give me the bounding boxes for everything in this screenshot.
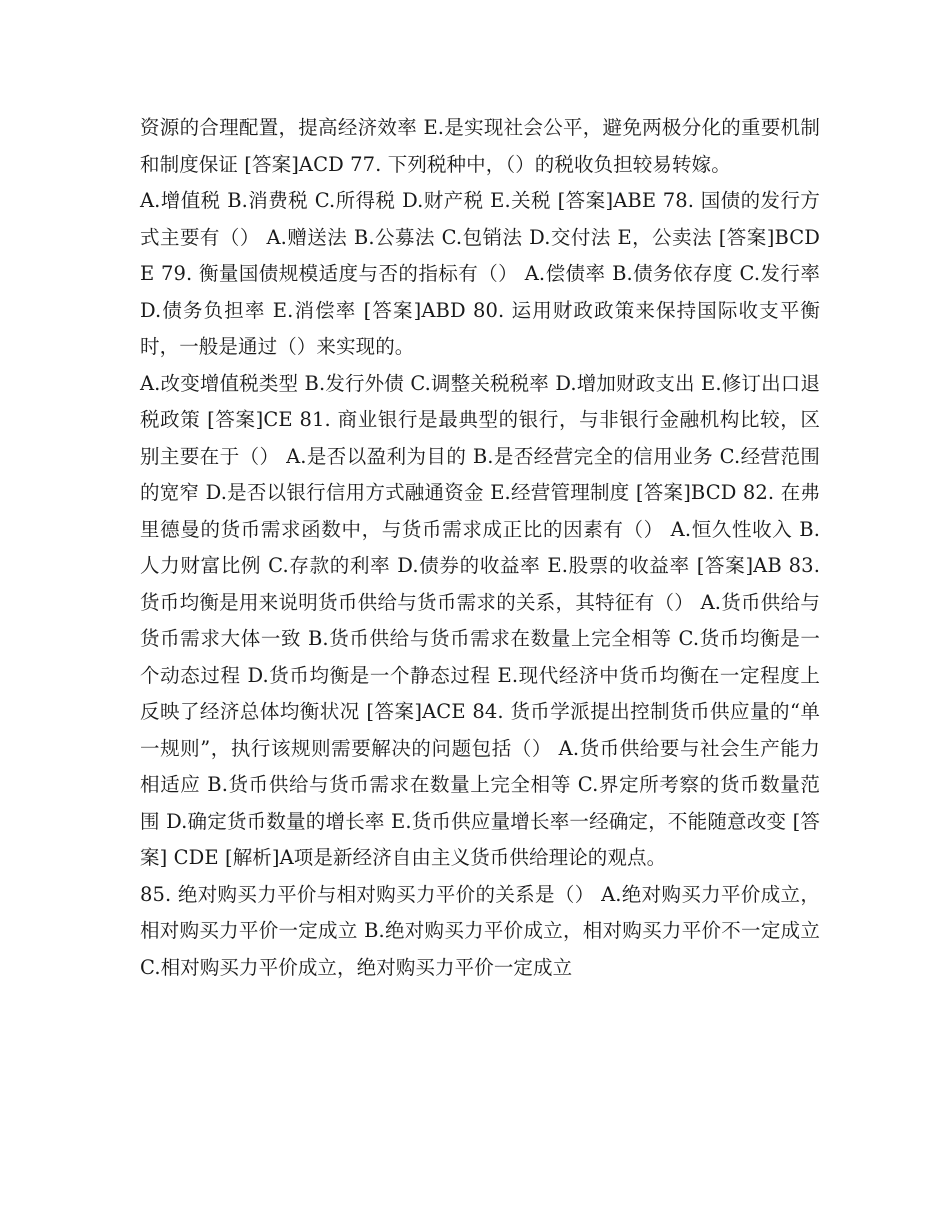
paragraph-2: A.增值税 B.消费税 C.所得税 D.财产税 E.关税 [答案]ABE 78. 国债的发行方式主要有（） A.赠送法 B.公募法 C.包销法 D.交付法 E，公卖法 [答案]BCDE 79. 衡量国债规模适度与否的指标有（） A.偿债率 B.债务依存度 C.发行率 D.债务负担率 E.消偿率 [答案]ABD 80. 运用财政政策来保持国际收支平衡时，一般是通过（）来实现的。	[140, 189, 820, 358]
paragraph-1: 资源的合理配置，提高经济效率 E.是实现社会公平，避免两极分化的重要机制和制度保证 [答案]ACD 77. 下列税种中，（）的税收负担较易转嫁。	[140, 116, 820, 176]
document-body	[140, 110, 820, 986]
paragraph-4: 85. 绝对购买力平价与相对购买力平价的关系是（） A.绝对购买力平价成立，相对购买力平价一定成立 B.绝对购买力平价成立，相对购买力平价不一定成立 C.相对购买力平价成立，绝对购买力平价一定成立	[140, 882, 820, 979]
paragraph-3: A.改变增值税类型 B.发行外债 C.调整关税税率 D.增加财政支出 E.修订出口退税政策 [答案]CE 81. 商业银行是最典型的银行，与非银行金融机构比较，区别主要在于（） A.是否以盈利为目的 B.是否经营完全的信用业务 C.经营范围的宽窄 D.是否以银行信用方式融通资金 E.经营管理制度 [答案]BCD 82. 在弗里德曼的货币需求函数中，与货币需求成正比的因素有（） A.恒久性收入 B.人力财富比例 C.存款的利率 D.债券的收益率 E.股票的收益率 [答案]AB 83. 货币均衡是用来说明货币供给与货币需求的关系，其特征有（） A.货币供给与货币需求大体一致 B.货币供给与货币需求在数量上完全相等 C.货币均衡是一个动态过程 D.货币均衡是一个静态过程 E.现代经济中货币均衡在一定程度上反映了经济总体均衡状况 [答案]ACE 84. 货币学派提出控制货币供应量的“单一规则”，执行该规则需要解决的问题包括（） A.货币供给要与社会生产能力相适应 B.货币供给与货币需求在数量上完全相等 C.界定所考察的货币数量范围 D.确定货币数量的增长率 E.货币供应量增长率一经确定，不能随意改变 [答案] CDE [解析]A项是新经济自由主义货币供给理论的观点。	[140, 371, 820, 869]
